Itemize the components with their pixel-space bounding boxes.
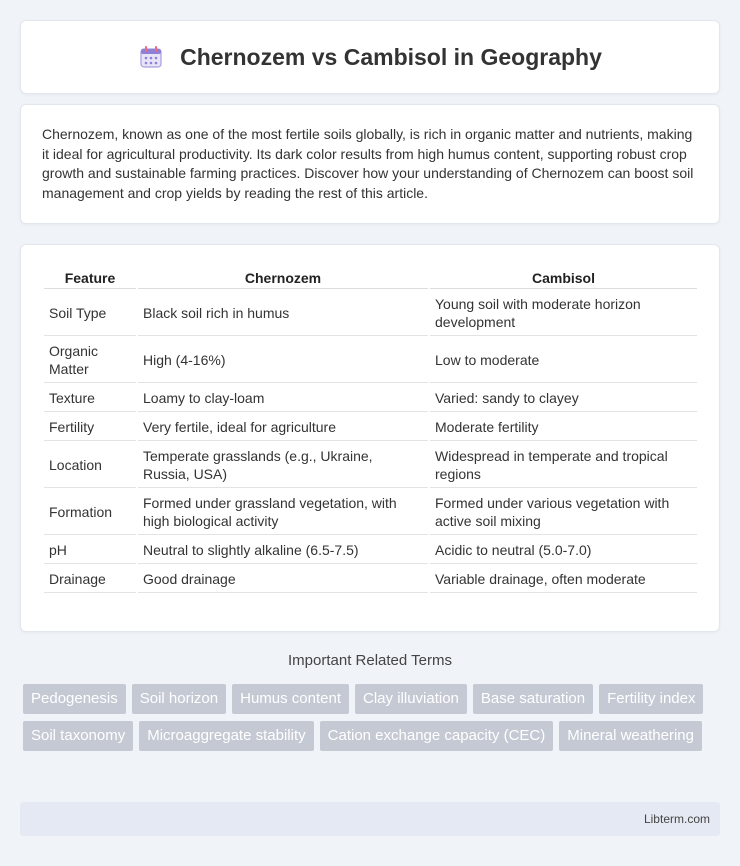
related-terms-list xyxy=(23,684,723,751)
comparison-table xyxy=(42,265,699,595)
cell-cambisol: Moderate fertility xyxy=(430,414,697,441)
table-row xyxy=(44,490,697,535)
header-feature: Feature xyxy=(44,267,136,289)
cell-feature: Organic Matter xyxy=(44,338,136,383)
intro-text: Chernozem, known as one of the most fertile soils globally, is rich in organic matter and nutrients, making it ideal for agricultural productivity. Its dark color results from high humus content, supporting robust crop growth and sustainable farming practices. Discover how your understanding of Chernozem can boost soil management and crop yields by reading the rest of this article. xyxy=(42,126,694,201)
cell-feature: Drainage xyxy=(44,566,136,593)
footer xyxy=(20,802,720,836)
footer-site-link[interactable]: Libterm.com xyxy=(643,812,710,826)
table-row xyxy=(44,385,697,412)
term-tag[interactable]: Base saturation xyxy=(473,684,593,714)
related-terms-title: Important Related Terms xyxy=(288,652,452,669)
term-tag[interactable]: Humus content xyxy=(232,684,349,714)
cell-chernozem: Temperate grasslands (e.g., Ukraine, Russia, USA) xyxy=(138,443,428,488)
cell-chernozem: High (4-16%) xyxy=(138,338,428,383)
intro-card xyxy=(20,104,720,224)
cell-cambisol: Low to moderate xyxy=(430,338,697,383)
comparison-card xyxy=(20,244,720,632)
cell-feature: Soil Type xyxy=(44,291,136,336)
term-tag[interactable]: Mineral weathering xyxy=(559,721,702,751)
cell-feature: Location xyxy=(44,443,136,488)
table-row xyxy=(44,566,697,593)
term-tag[interactable]: Clay illuviation xyxy=(355,684,467,714)
term-tag[interactable]: Pedogenesis xyxy=(23,684,126,714)
cell-cambisol: Formed under various vegetation with active soil mixing xyxy=(430,490,697,535)
cell-cambisol: Varied: sandy to clayey xyxy=(430,385,697,412)
cell-chernozem: Neutral to slightly alkaline (6.5-7.5) xyxy=(138,537,428,564)
cell-cambisol: Widespread in temperate and tropical regions xyxy=(430,443,697,488)
table-row xyxy=(44,338,697,383)
term-tag[interactable]: Soil horizon xyxy=(132,684,226,714)
table-header-row xyxy=(44,267,697,289)
term-tag[interactable]: Fertility index xyxy=(599,684,703,714)
cell-chernozem: Loamy to clay-loam xyxy=(138,385,428,412)
cell-feature: pH xyxy=(44,537,136,564)
term-tag[interactable]: Microaggregate stability xyxy=(139,721,313,751)
calendar-icon xyxy=(138,44,164,70)
header-card xyxy=(20,20,720,94)
term-tag[interactable]: Cation exchange capacity (CEC) xyxy=(320,721,554,751)
cell-cambisol: Young soil with moderate horizon development xyxy=(430,291,697,336)
term-tag[interactable]: Soil taxonomy xyxy=(23,721,133,751)
cell-chernozem: Black soil rich in humus xyxy=(138,291,428,336)
cell-cambisol: Variable drainage, often moderate xyxy=(430,566,697,593)
table-row xyxy=(44,291,697,336)
cell-feature: Fertility xyxy=(44,414,136,441)
page-title: Chernozem vs Cambisol in Geography xyxy=(180,43,602,70)
cell-cambisol: Acidic to neutral (5.0-7.0) xyxy=(430,537,697,564)
cell-feature: Texture xyxy=(44,385,136,412)
table-row xyxy=(44,537,697,564)
cell-chernozem: Very fertile, ideal for agriculture xyxy=(138,414,428,441)
header-cambisol: Cambisol xyxy=(430,267,697,289)
cell-feature: Formation xyxy=(44,490,136,535)
cell-chernozem: Formed under grassland vegetation, with high biological activity xyxy=(138,490,428,535)
header-chernozem: Chernozem xyxy=(138,267,428,289)
cell-chernozem: Good drainage xyxy=(138,566,428,593)
table-row xyxy=(44,443,697,488)
table-row xyxy=(44,414,697,441)
